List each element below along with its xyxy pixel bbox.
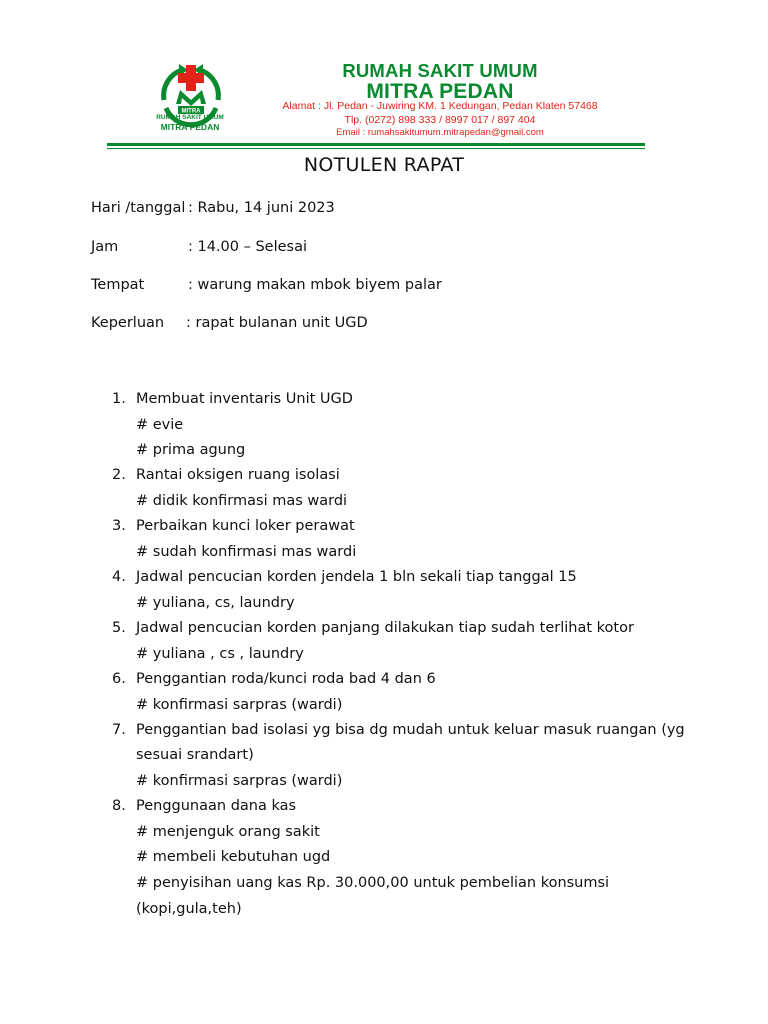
list-item-number: 8. [112,798,126,814]
list-item-text: Rantai oksigen ruang isolasi [136,467,340,483]
hospital-address: Alamat : Jl. Pedan - Juwiring KM. 1 Kedungan, Pedan Klaten 57468 [282,100,598,112]
list-item-note: # membeli kebutuhan ugd [136,849,331,865]
list-item-number: 7. [112,722,126,738]
list-item-note: # konfirmasi sarpras (wardi) [136,697,343,713]
meta-label-place: Tempat [91,277,145,293]
hospital-name-line2: MITRA PEDAN [366,80,514,103]
list-item-note: # sudah konfirmasi mas wardi [136,544,357,560]
meta-value-place: : warung makan mbok biyem palar [188,277,442,293]
meta-label-time: Jam [91,239,119,255]
list-item-text: Jadwal pencucian korden panjang dilakukan tiap sudah terlihat kotor [136,620,634,636]
meta-label-date: Hari /tanggal [91,200,186,216]
list-item-text: Jadwal pencucian korden jendela 1 bln sekali tiap tanggal 15 [136,569,577,585]
list-item-text: Penggantian roda/kunci roda bad 4 dan 6 [136,671,436,687]
logo-caption-line1: RUMAH SAKIT UMUM [156,114,224,121]
letterhead [100,50,656,142]
list-item-note: # didik konfirmasi mas wardi [136,493,348,509]
meta-value-purpose: : rapat bulanan unit UGD [186,315,368,331]
list-item-number: 4. [112,569,126,585]
list-item-note: # evie [136,417,184,433]
document-title: NOTULEN RAPAT [303,154,465,176]
meta-label-purpose: Keperluan [91,315,165,331]
list-item-note: # yuliana , cs , laundry [136,646,304,662]
list-item-text: Penggunaan dana kas [136,798,297,814]
list-item-note: # prima agung [136,442,246,458]
hospital-email: Email : rumahsakitumum.mitrapedan@gmail.com [336,127,544,138]
list-item-note: # menjenguk orang sakit [136,824,320,840]
list-item-text: Membuat inventaris Unit UGD [136,391,353,407]
list-item-note: # konfirmasi sarpras (wardi) [136,773,343,789]
list-item-note: # yuliana, cs, laundry [136,595,295,611]
hospital-phone: Tlp. (0272) 898 333 / 8997 017 / 897 404 [344,114,536,126]
letterhead-divider-thin [107,148,645,149]
logo-caption-line2: MITRA PEDAN [160,122,220,132]
list-item-text: Perbaikan kunci loker perawat [136,518,355,534]
hospital-name-line1: RUMAH SAKIT UMUM [342,60,538,81]
list-item-text: Penggantian bad isolasi yg bisa dg mudah untuk keluar masuk ruangan (yg [136,722,685,738]
list-item-number: 3. [112,518,126,534]
list-item-note-continued: (kopi,gula,teh) [136,901,242,917]
list-item-number: 5. [112,620,126,636]
meta-value-time: : 14.00 – Selesai [188,239,308,255]
list-item-text-continued: sesuai srandart) [136,747,254,763]
meta-value-date: : Rabu, 14 juni 2023 [188,200,335,216]
list-item-number: 2. [112,467,126,483]
list-item-number: 1. [112,391,126,407]
letterhead-divider-thick [107,143,645,146]
list-item-number: 6. [112,671,126,687]
logo-badge-text: MITRA [181,108,201,115]
list-item-note: # penyisihan uang kas Rp. 30.000,00 untuk pembelian konsumsi [136,875,610,891]
